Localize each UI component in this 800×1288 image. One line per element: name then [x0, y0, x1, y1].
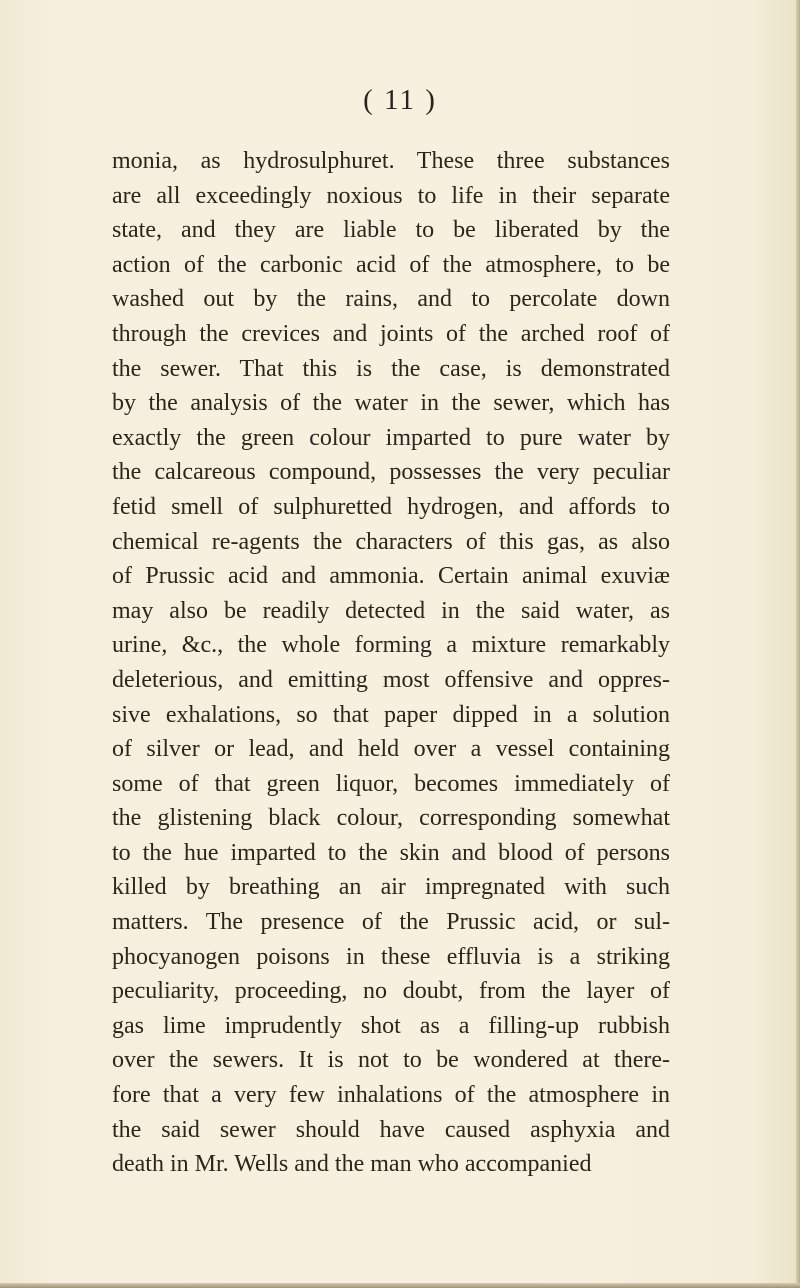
text-line: matters. The presence of the Prussic acid, or sul-	[112, 909, 670, 936]
text-line: deleterious, and emitting most offensive and oppres-	[112, 666, 670, 693]
body-text	[112, 144, 670, 1182]
text-line: killed by breathing an air impregnated with such	[112, 874, 670, 901]
text-line: peculiarity, proceeding, no doubt, from the layer of	[112, 978, 670, 1005]
text-line: exactly the green colour imparted to pure water by	[112, 424, 670, 451]
text-line: state, and they are liable to be liberated by the	[112, 217, 670, 244]
text-line: monia, as hydrosulphuret. These three substances	[112, 148, 670, 174]
text-line: chemical re-agents the characters of this gas, as also	[112, 528, 670, 555]
text-line: action of the carbonic acid of the atmosphere, to be	[112, 251, 670, 278]
text-line: the sewer. That this is the case, is demonstrated	[112, 355, 670, 382]
page-edge-right	[796, 0, 800, 1288]
text-line: the glistening black colour, corresponding somewhat	[112, 805, 670, 832]
text-line: fetid smell of sulphuretted hydrogen, and affords to	[112, 493, 670, 520]
page-edge-bottom	[0, 1283, 800, 1288]
text-line: fore that a very few inhalations of the atmosphere in	[112, 1082, 670, 1109]
text-line: washed out by the rains, and to percolate down	[112, 286, 670, 313]
text-line: some of that green liquor, becomes immediately of	[112, 770, 670, 797]
text-line: may also be readily detected in the said water, as	[112, 597, 670, 624]
text-line: sive exhalations, so that paper dipped in a solution	[112, 701, 670, 728]
text-line: to the hue imparted to the skin and blood of persons	[112, 839, 670, 866]
text-line: of silver or lead, and held over a vessel containing	[112, 736, 670, 763]
text-line: the calcareous compound, possesses the very peculiar	[112, 459, 670, 486]
text-line: the said sewer should have caused asphyxia and	[112, 1116, 670, 1143]
text-line: phocyanogen poisons in these effluvia is a striking	[112, 943, 670, 970]
text-line: by the analysis of the water in the sewer, which has	[112, 390, 670, 417]
text-line: death in Mr. Wells and the man who accompanied	[112, 1151, 592, 1178]
page-number: ( 11 )	[363, 84, 437, 116]
text-line: urine, &c., the whole forming a mixture remarkably	[112, 632, 670, 659]
text-line: gas lime imprudently shot as a filling-up rubbish	[112, 1012, 670, 1039]
text-line: through the crevices and joints of the arched roof of	[112, 320, 670, 347]
text-line: of Prussic acid and ammonia. Certain animal exuviæ	[112, 563, 670, 590]
text-line: over the sewers. It is not to be wondered at there-	[112, 1047, 670, 1074]
text-line: are all exceedingly noxious to life in their separate	[112, 182, 670, 209]
